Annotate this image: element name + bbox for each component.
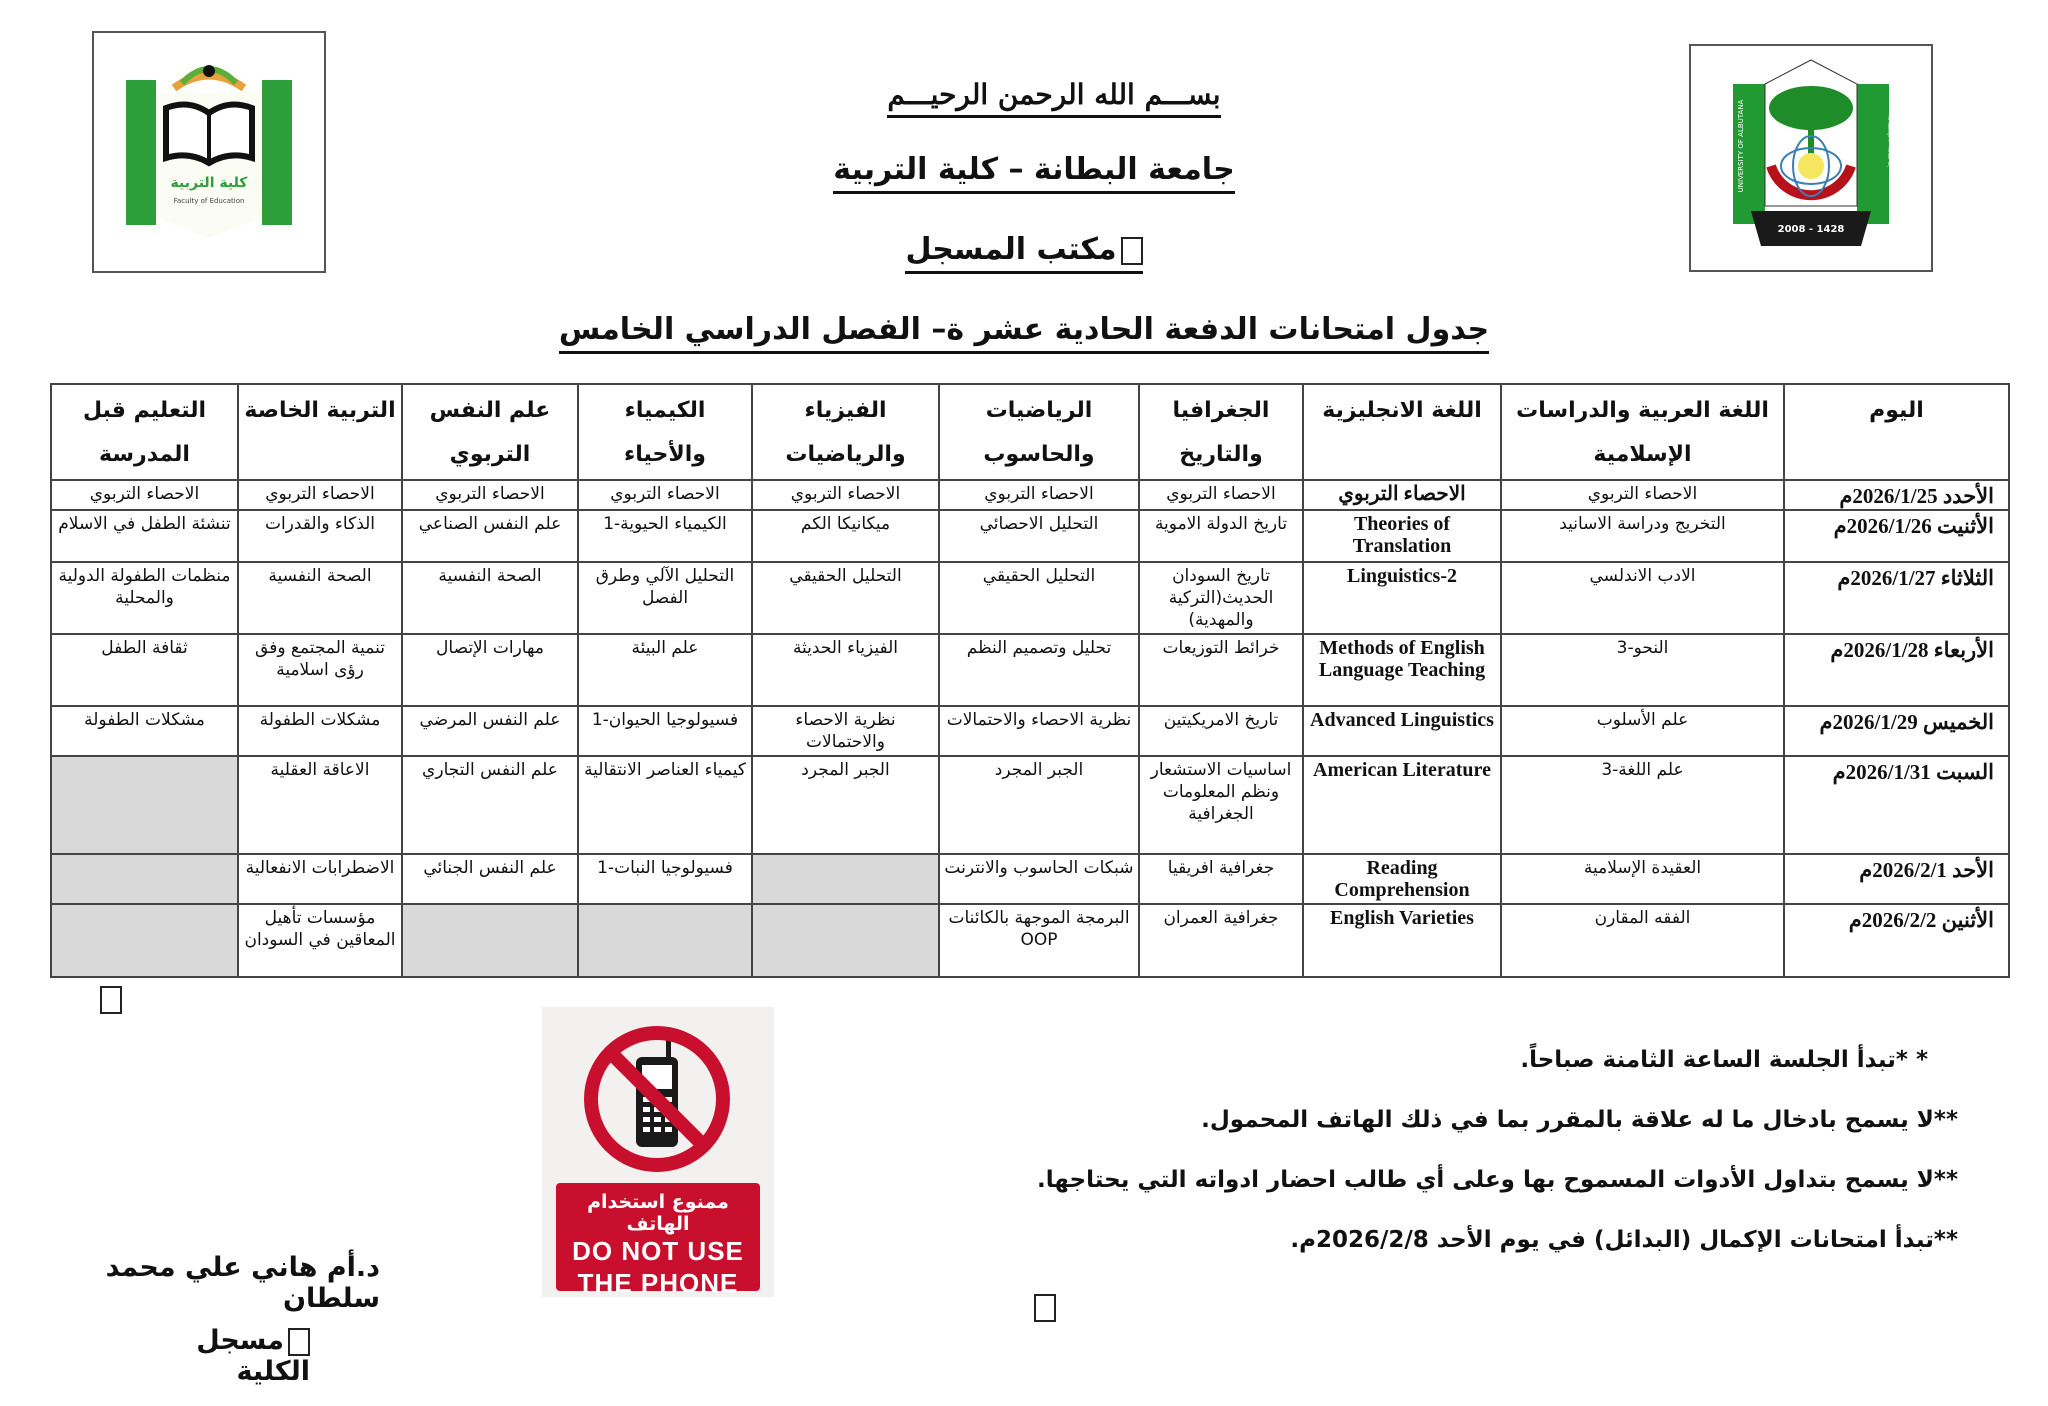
day-cell: الأحد 2026/2/1م bbox=[1784, 854, 2009, 904]
column-header: اللغة الانجليزية bbox=[1303, 384, 1501, 480]
exam-cell: Linguistics-2 bbox=[1303, 562, 1501, 634]
exam-cell: Theories of Translation bbox=[1303, 510, 1501, 562]
note-item: **لا يسمح بادخال ما له علاقة بالمقرر بما في ذلك الهاتف المحمول. bbox=[1201, 1107, 1958, 1133]
exam-cell bbox=[402, 904, 578, 977]
column-header: التربية الخاصة bbox=[238, 384, 402, 480]
exam-cell: الصحة النفسية bbox=[402, 562, 578, 634]
checkbox-glyph-icon bbox=[288, 1328, 310, 1356]
exam-cell: نظرية الاحصاء والاحتمالات bbox=[939, 706, 1139, 756]
table-row bbox=[51, 510, 2009, 562]
exam-cell: البرمجة الموجهة بالكائنات OOP bbox=[939, 904, 1139, 977]
exam-cell: الكيمياء الحيوية-1 bbox=[578, 510, 752, 562]
exam-cell: جغرافية افريقيا bbox=[1139, 854, 1303, 904]
exam-cell: الاعاقة العقلية bbox=[238, 756, 402, 854]
exam-cell: جغرافية العمران bbox=[1139, 904, 1303, 977]
exam-cell: الصحة النفسية bbox=[238, 562, 402, 634]
registrar-title bbox=[130, 1325, 310, 1387]
exam-cell: الاحصاء التربوي bbox=[939, 480, 1139, 510]
exam-cell: العقيدة الإسلامية bbox=[1501, 854, 1784, 904]
university-logo-subtext: UNIVERSITY OF ALBUTANA bbox=[1737, 99, 1745, 193]
column-header: الرياضيات والحاسوب bbox=[939, 384, 1139, 480]
exam-cell: تاريخ الدولة الاموية bbox=[1139, 510, 1303, 562]
note-item: **لا يسمح بتداول الأدوات المسموح بها وعلى أي طالب احضار ادواته التي يحتاجها. bbox=[1037, 1167, 1958, 1193]
exam-cell: الاحصاء التربوي bbox=[1501, 480, 1784, 510]
exam-cell: مشكلات الطفولة bbox=[238, 706, 402, 756]
registrar-office-title bbox=[0, 232, 2048, 267]
column-header: اللغة العربية والدراسات الإسلامية bbox=[1501, 384, 1784, 480]
exam-cell bbox=[578, 904, 752, 977]
exam-cell: ثقافة الطفل bbox=[51, 634, 238, 706]
exam-cell: تنمية المجتمع وفق رؤى اسلامية bbox=[238, 634, 402, 706]
exam-cell: علم البيئة bbox=[578, 634, 752, 706]
schedule-title bbox=[0, 312, 2048, 347]
exam-cell: الجبر المجرد bbox=[939, 756, 1139, 854]
no-phone-sign bbox=[542, 1007, 774, 1297]
no-phone-english-line1: DO NOT USE bbox=[572, 1236, 744, 1266]
university-logo-text: جامعة البطانة bbox=[1885, 113, 1897, 170]
exam-cell: خرائط التوزيعات bbox=[1139, 634, 1303, 706]
exam-cell: الاحصاء التربوي bbox=[402, 480, 578, 510]
day-cell: الثلاثاء 2026/1/27م bbox=[1784, 562, 2009, 634]
exam-cell: مهارات الإتصال bbox=[402, 634, 578, 706]
exam-cell: فسيولوجيا النبات-1 bbox=[578, 854, 752, 904]
checkbox-glyph-icon bbox=[1034, 1294, 1056, 1322]
exam-cell: ميكانيكا الكم bbox=[752, 510, 939, 562]
table-row bbox=[51, 904, 2009, 977]
day-cell: الأحدد 2026/1/25م bbox=[1784, 480, 2009, 510]
university-faculty-text: جامعة البطانة – كلية التربية bbox=[833, 152, 1234, 194]
exam-cell: كيمياء العناصر الانتقالية bbox=[578, 756, 752, 854]
exam-cell bbox=[752, 854, 939, 904]
university-logo-years: 2008 - 1428 bbox=[1777, 224, 1845, 235]
exam-cell: الاضطرابات الانفعالية bbox=[238, 854, 402, 904]
exam-cell: مؤسسات تأهيل المعاقين في السودان bbox=[238, 904, 402, 977]
exam-cell: الاحصاء التربوي bbox=[1303, 480, 1501, 510]
exam-cell: منظمات الطفولة الدولية والمحلية bbox=[51, 562, 238, 634]
exam-cell: Methods of English Language Teaching bbox=[1303, 634, 1501, 706]
exam-cell: علم اللغة-3 bbox=[1501, 756, 1784, 854]
no-phone-english-line2: THE PHONE bbox=[577, 1268, 739, 1298]
day-cell: الأثنين 2026/2/2م bbox=[1784, 904, 2009, 977]
column-header: الفيزياء والرياضيات bbox=[752, 384, 939, 480]
table-header-row bbox=[51, 384, 2009, 480]
table-row bbox=[51, 480, 2009, 510]
day-cell: الأثنيت 2026/1/26م bbox=[1784, 510, 2009, 562]
table-row bbox=[51, 854, 2009, 904]
checkbox-glyph-icon bbox=[100, 986, 122, 1014]
exam-cell: الفقه المقارن bbox=[1501, 904, 1784, 977]
column-header: التعليم قبل المدرسة bbox=[51, 384, 238, 480]
exam-cell: الاحصاء التربوي bbox=[238, 480, 402, 510]
exam-cell: الجبر المجرد bbox=[752, 756, 939, 854]
exam-cell: فسيولوجيا الحيوان-1 bbox=[578, 706, 752, 756]
exam-cell: تاريخ السودان الحديث(التركية والمهدية) bbox=[1139, 562, 1303, 634]
column-header: علم النفس التربوي bbox=[402, 384, 578, 480]
exam-cell: اساسيات الاستشعار ونظم المعلومات الجغرافية bbox=[1139, 756, 1303, 854]
exam-cell: التخريج ودراسة الاسانيد bbox=[1501, 510, 1784, 562]
exam-cell: الاحصاء التربوي bbox=[1139, 480, 1303, 510]
basmala-text: بســـم الله الرحمن الرحيـــم bbox=[887, 78, 1220, 118]
column-header: الجغرافيا والتاريخ bbox=[1139, 384, 1303, 480]
table-row bbox=[51, 706, 2009, 756]
exam-cell: علم النفس الجنائي bbox=[402, 854, 578, 904]
office-heading bbox=[905, 232, 1142, 274]
exam-cell: English Varieties bbox=[1303, 904, 1501, 977]
no-phone-arabic: ممنوع استخدام الهاتف bbox=[587, 1191, 729, 1235]
exam-cell bbox=[51, 854, 238, 904]
exam-cell: American Literature bbox=[1303, 756, 1501, 854]
note-item: **تبدأ امتحانات الإكمال (البدائل) في يوم الأحد 2026/2/8م. bbox=[1290, 1227, 1958, 1253]
exam-cell: علم النفس المرضي bbox=[402, 706, 578, 756]
exam-cell: التحليل الآلي وطرق الفصل bbox=[578, 562, 752, 634]
exam-notes bbox=[958, 1040, 1958, 1280]
registrar-name: د.أم هاني علي محمد سلطان bbox=[105, 1252, 380, 1314]
no-phone-icon bbox=[542, 1007, 774, 1187]
exam-cell: التحليل الحقيقي bbox=[752, 562, 939, 634]
table-row bbox=[51, 562, 2009, 634]
exam-cell: الفيزياء الحديثة bbox=[752, 634, 939, 706]
exam-cell: الاحصاء التربوي bbox=[51, 480, 238, 510]
exam-cell: شبكات الحاسوب والانترنت bbox=[939, 854, 1139, 904]
day-cell: السبت 2026/1/31م bbox=[1784, 756, 2009, 854]
table-row bbox=[51, 634, 2009, 706]
column-header: الكيمياء والأحياء bbox=[578, 384, 752, 480]
office-text: مكتب المسجل bbox=[905, 232, 1117, 267]
exam-schedule-table bbox=[50, 383, 2010, 978]
exam-cell bbox=[51, 904, 238, 977]
exam-cell: علم النفس الصناعي bbox=[402, 510, 578, 562]
exam-cell: الاحصاء التربوي bbox=[752, 480, 939, 510]
exam-cell: تنشئة الطفل في الاسلام bbox=[51, 510, 238, 562]
schedule-title-text: جدول امتحانات الدفعة الحادية عشر ة– الفصل الدراسي الخامس bbox=[559, 312, 1489, 354]
table-row bbox=[51, 756, 2009, 854]
basmala bbox=[30, 78, 2048, 111]
exam-cell: الذكاء والقدرات bbox=[238, 510, 402, 562]
note-item: * *تبدأ الجلسة الساعة الثامنة صباحاً. bbox=[1520, 1047, 1928, 1073]
checkbox-glyph-icon bbox=[1121, 237, 1143, 265]
exam-cell: النحو-3 bbox=[1501, 634, 1784, 706]
exam-cell: نظرية الاحصاء والاحتمالات bbox=[752, 706, 939, 756]
exam-cell: مشكلات الطفولة bbox=[51, 706, 238, 756]
exam-cell bbox=[51, 756, 238, 854]
registrar-title-text: مسجل الكلية bbox=[196, 1325, 310, 1387]
exam-cell: Reading Comprehension bbox=[1303, 854, 1501, 904]
exam-cell: التحليل الاحصائي bbox=[939, 510, 1139, 562]
exam-cell: تاريخ الامريكيتين bbox=[1139, 706, 1303, 756]
day-cell: الخميس 2026/1/29م bbox=[1784, 706, 2009, 756]
column-header: اليوم bbox=[1784, 384, 2009, 480]
faculty-logo-text: كلية التربية bbox=[170, 175, 248, 191]
exam-cell: الاحصاء التربوي bbox=[578, 480, 752, 510]
faculty-logo-subtext: Faculty of Education bbox=[173, 197, 245, 205]
exam-cell: علم الأسلوب bbox=[1501, 706, 1784, 756]
exam-cell: علم النفس التجاري bbox=[402, 756, 578, 854]
exam-cell: Advanced Linguistics bbox=[1303, 706, 1501, 756]
exam-cell bbox=[752, 904, 939, 977]
day-cell: الأربعاء 2026/1/28م bbox=[1784, 634, 2009, 706]
university-faculty-title bbox=[10, 152, 2048, 187]
no-phone-banner bbox=[556, 1183, 760, 1298]
exam-cell: تحليل وتصميم النظم bbox=[939, 634, 1139, 706]
exam-cell: الادب الاندلسي bbox=[1501, 562, 1784, 634]
exam-cell: التحليل الحقيقي bbox=[939, 562, 1139, 634]
